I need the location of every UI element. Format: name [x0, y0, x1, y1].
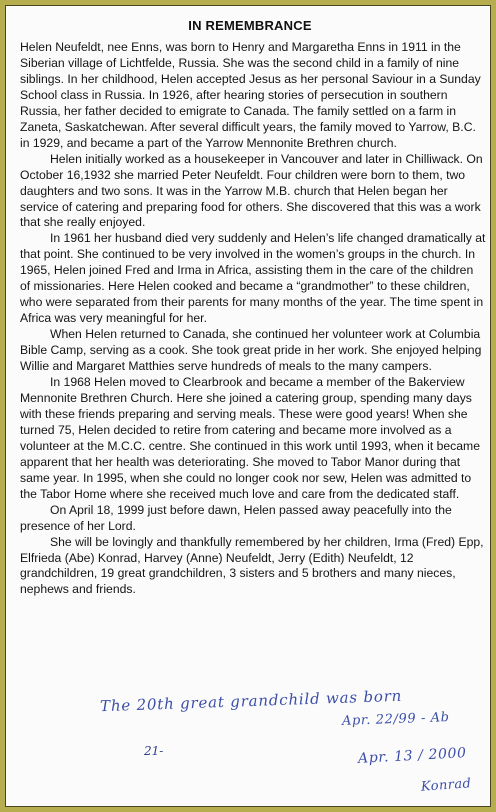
handwritten-signature: Konrad — [420, 776, 472, 795]
paragraph-birth: Helen Neufeldt, nee Enns, was born to Henry and Margaretha Enns in 1911 in the Siberian village of Lichtfelde, Russia. She was the second child in a family of nine siblings. In her childhood, Helen accepted Jesus as her personal Saviour in a Sunday School class in Russia. In 1926, after hearing stories of persecution in southern Russia, her father decided to emigrate to Canada. The family settled on a farm in Zaneta, Saskatchewan. After several difficult years, the family moved to Yarrow, B.C. in 1929, and became a part of the Yarrow Mennonite Brethren church. — [20, 40, 481, 150]
handwritten-note-line1: The 20th great grandchild was born — [99, 686, 403, 716]
paragraph-africa: In 1961 her husband died very suddenly and Helen’s life changed dramatically at that point. She continued to be very involved in the women’s groups in the church. In 1965, Helen joined Fred and Irma in Africa, assisting them in the care of the children of missionaries. Here Helen cooked and became a “grandmother” to these children, who were separated from their parents for many months of the year. The time spent in Africa was very meaningful for her. — [20, 231, 486, 326]
paragraph-bible-camp: When Helen returned to Canada, she continued her volunteer work at Columbia Bible Camp, serving as a cook. She took great pride in her work. She enjoyed helping Willie and Margaret Matthies serve hundreds of meals to the many campers. — [20, 327, 482, 374]
obituary-body — [20, 40, 486, 598]
paragraph-survivors: She will be lovingly and thankfully remembered by her children, Irma (Fred) Epp, Elfrieda (Abe) Konrad, Harvey (Anne) Neufeldt, Jerry (Edith) Neufeldt, 12 grandchildren, 19 great grandchildren, 3 sisters and 5 brothers and many nieces, nephews and friends. — [20, 534, 484, 597]
paragraph-passing: On April 18, 1999 just before dawn, Helen passed away peacefully into the presence of her Lord. — [20, 502, 452, 533]
paragraph-clearbrook: In 1968 Helen moved to Clearbrook and became a member of the Bakerview Mennonite Brethren Church. Here she joined a catering group, spending many days with these friends preparing and serving meals. These were good years! When she turned 75, Helen decided to retire from catering and became more involved as a volunteer at the M.C.C. centre. She continued in this work until 1993, when it became apparent that her health was deteriorating. She moved to Tabor Manor during that same year. In 1995, when she could no longer cook nor sew, Helen was admitted to the Tabor Home where she received much love and care from the dedicated staff. — [20, 375, 480, 501]
handwritten-date: Apr. 13 / 2000 — [357, 745, 467, 767]
document-title: IN REMEMBRANCE — [188, 18, 312, 33]
document-page — [5, 5, 491, 807]
handwritten-mark: 21- — [144, 744, 164, 758]
handwritten-note-line2: Apr. 22/99 - Ab — [341, 710, 450, 729]
paragraph-marriage: Helen initially worked as a housekeeper in Vancouver and later in Chilliwack. On October 16,1932 she married Peter Neufeldt. Four children were born to them, two daughters and two sons. It was in the Yarrow M.B. church that Helen began her service of catering and preparing food for others. She discovered that this was a work that she really enjoyed. — [20, 151, 483, 230]
